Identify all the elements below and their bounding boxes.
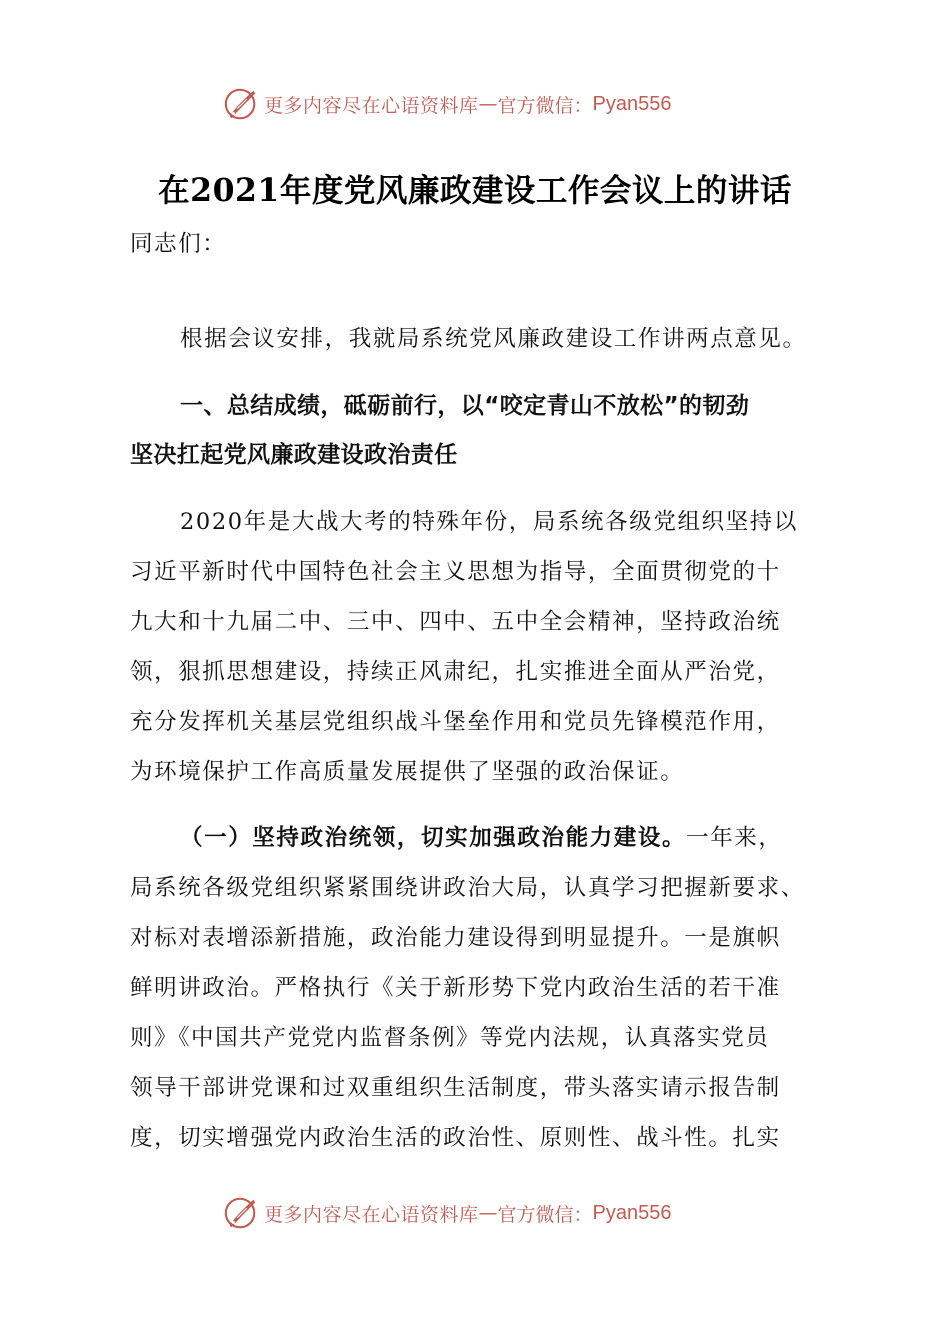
fountain-pen-logo-icon [222, 1194, 260, 1232]
watermark-separator: — [478, 1202, 498, 1224]
paragraph-line: 领导干部讲党课和过双重组织生活制度，带头落实请示报告制 [130, 1075, 781, 1101]
subsection-heading: （一）坚持政治统领，切实加强政治能力建设。 [180, 825, 687, 851]
paragraph-line: 为环境保护工作高质量发展提供了坚强的政治保证。 [130, 759, 685, 785]
watermark-wechat-id: Pyan556 [592, 1201, 672, 1224]
paragraph-line: 度，切实增强党内政治生活的政治性、原则性、战斗性。扎实 [130, 1125, 781, 1151]
watermark-wechat-label: 官方微信： [497, 1203, 593, 1226]
header-watermark [222, 84, 672, 124]
paragraph-line: 则》《中国共产党党内监督条例》等党内法规，认真落实党员 [130, 1025, 770, 1051]
paragraph-line: 充分发挥机关基层党组织战斗堡垒作用和党员先锋模范作用， [130, 709, 781, 735]
section-heading-line-2: 坚决扛起党风廉政建设政治责任 [130, 442, 458, 468]
subsection-lead-text: 一年来， [686, 825, 783, 851]
watermark-text: 更多内容尽在心语资料库 [264, 94, 479, 117]
paragraph-line: 九大和十九届二中、三中、四中、五中全会精神，坚持政治统 [130, 609, 781, 635]
paragraph-line: 领，狠抓思想建设，持续正风肃纪，扎实推进全面从严治党， [130, 659, 781, 685]
watermark-wechat-label: 官方微信： [497, 94, 593, 117]
document-title: 在2021年度党风廉政建设工作会议上的讲话 [158, 172, 792, 209]
fountain-pen-logo-icon [222, 85, 260, 123]
subsection-line [180, 820, 783, 856]
footer-watermark [222, 1193, 672, 1233]
watermark-separator: — [478, 93, 498, 115]
watermark-text: 更多内容尽在心语资料库 [264, 1203, 479, 1226]
paragraph-line: 鲜明讲政治。严格执行《关于新形势下党内政治生活的若干准 [130, 975, 781, 1001]
paragraph-line: 对标对表增添新措施，政治能力建设得到明显提升。一是旗帜 [130, 925, 781, 951]
paragraph-line: 2020年是大战大考的特殊年份，局系统各级党组织坚持以 [180, 509, 798, 535]
paragraph-line: 习近平新时代中国特色社会主义思想为指导，全面贯彻党的十 [130, 559, 781, 585]
salutation: 同志们： [130, 231, 227, 257]
section-heading-line-1: 一、总结成绩，砥砺前行，以“咬定青山不放松”的韧劲 [180, 393, 750, 419]
paragraph-line: 局系统各级党组织紧紧围绕讲政治大局，认真学习把握新要求、 [130, 875, 805, 901]
watermark-wechat-id: Pyan556 [592, 92, 672, 115]
intro-paragraph: 根据会议安排，我就局系统党风廉政建设工作讲两点意见。 [180, 326, 807, 352]
